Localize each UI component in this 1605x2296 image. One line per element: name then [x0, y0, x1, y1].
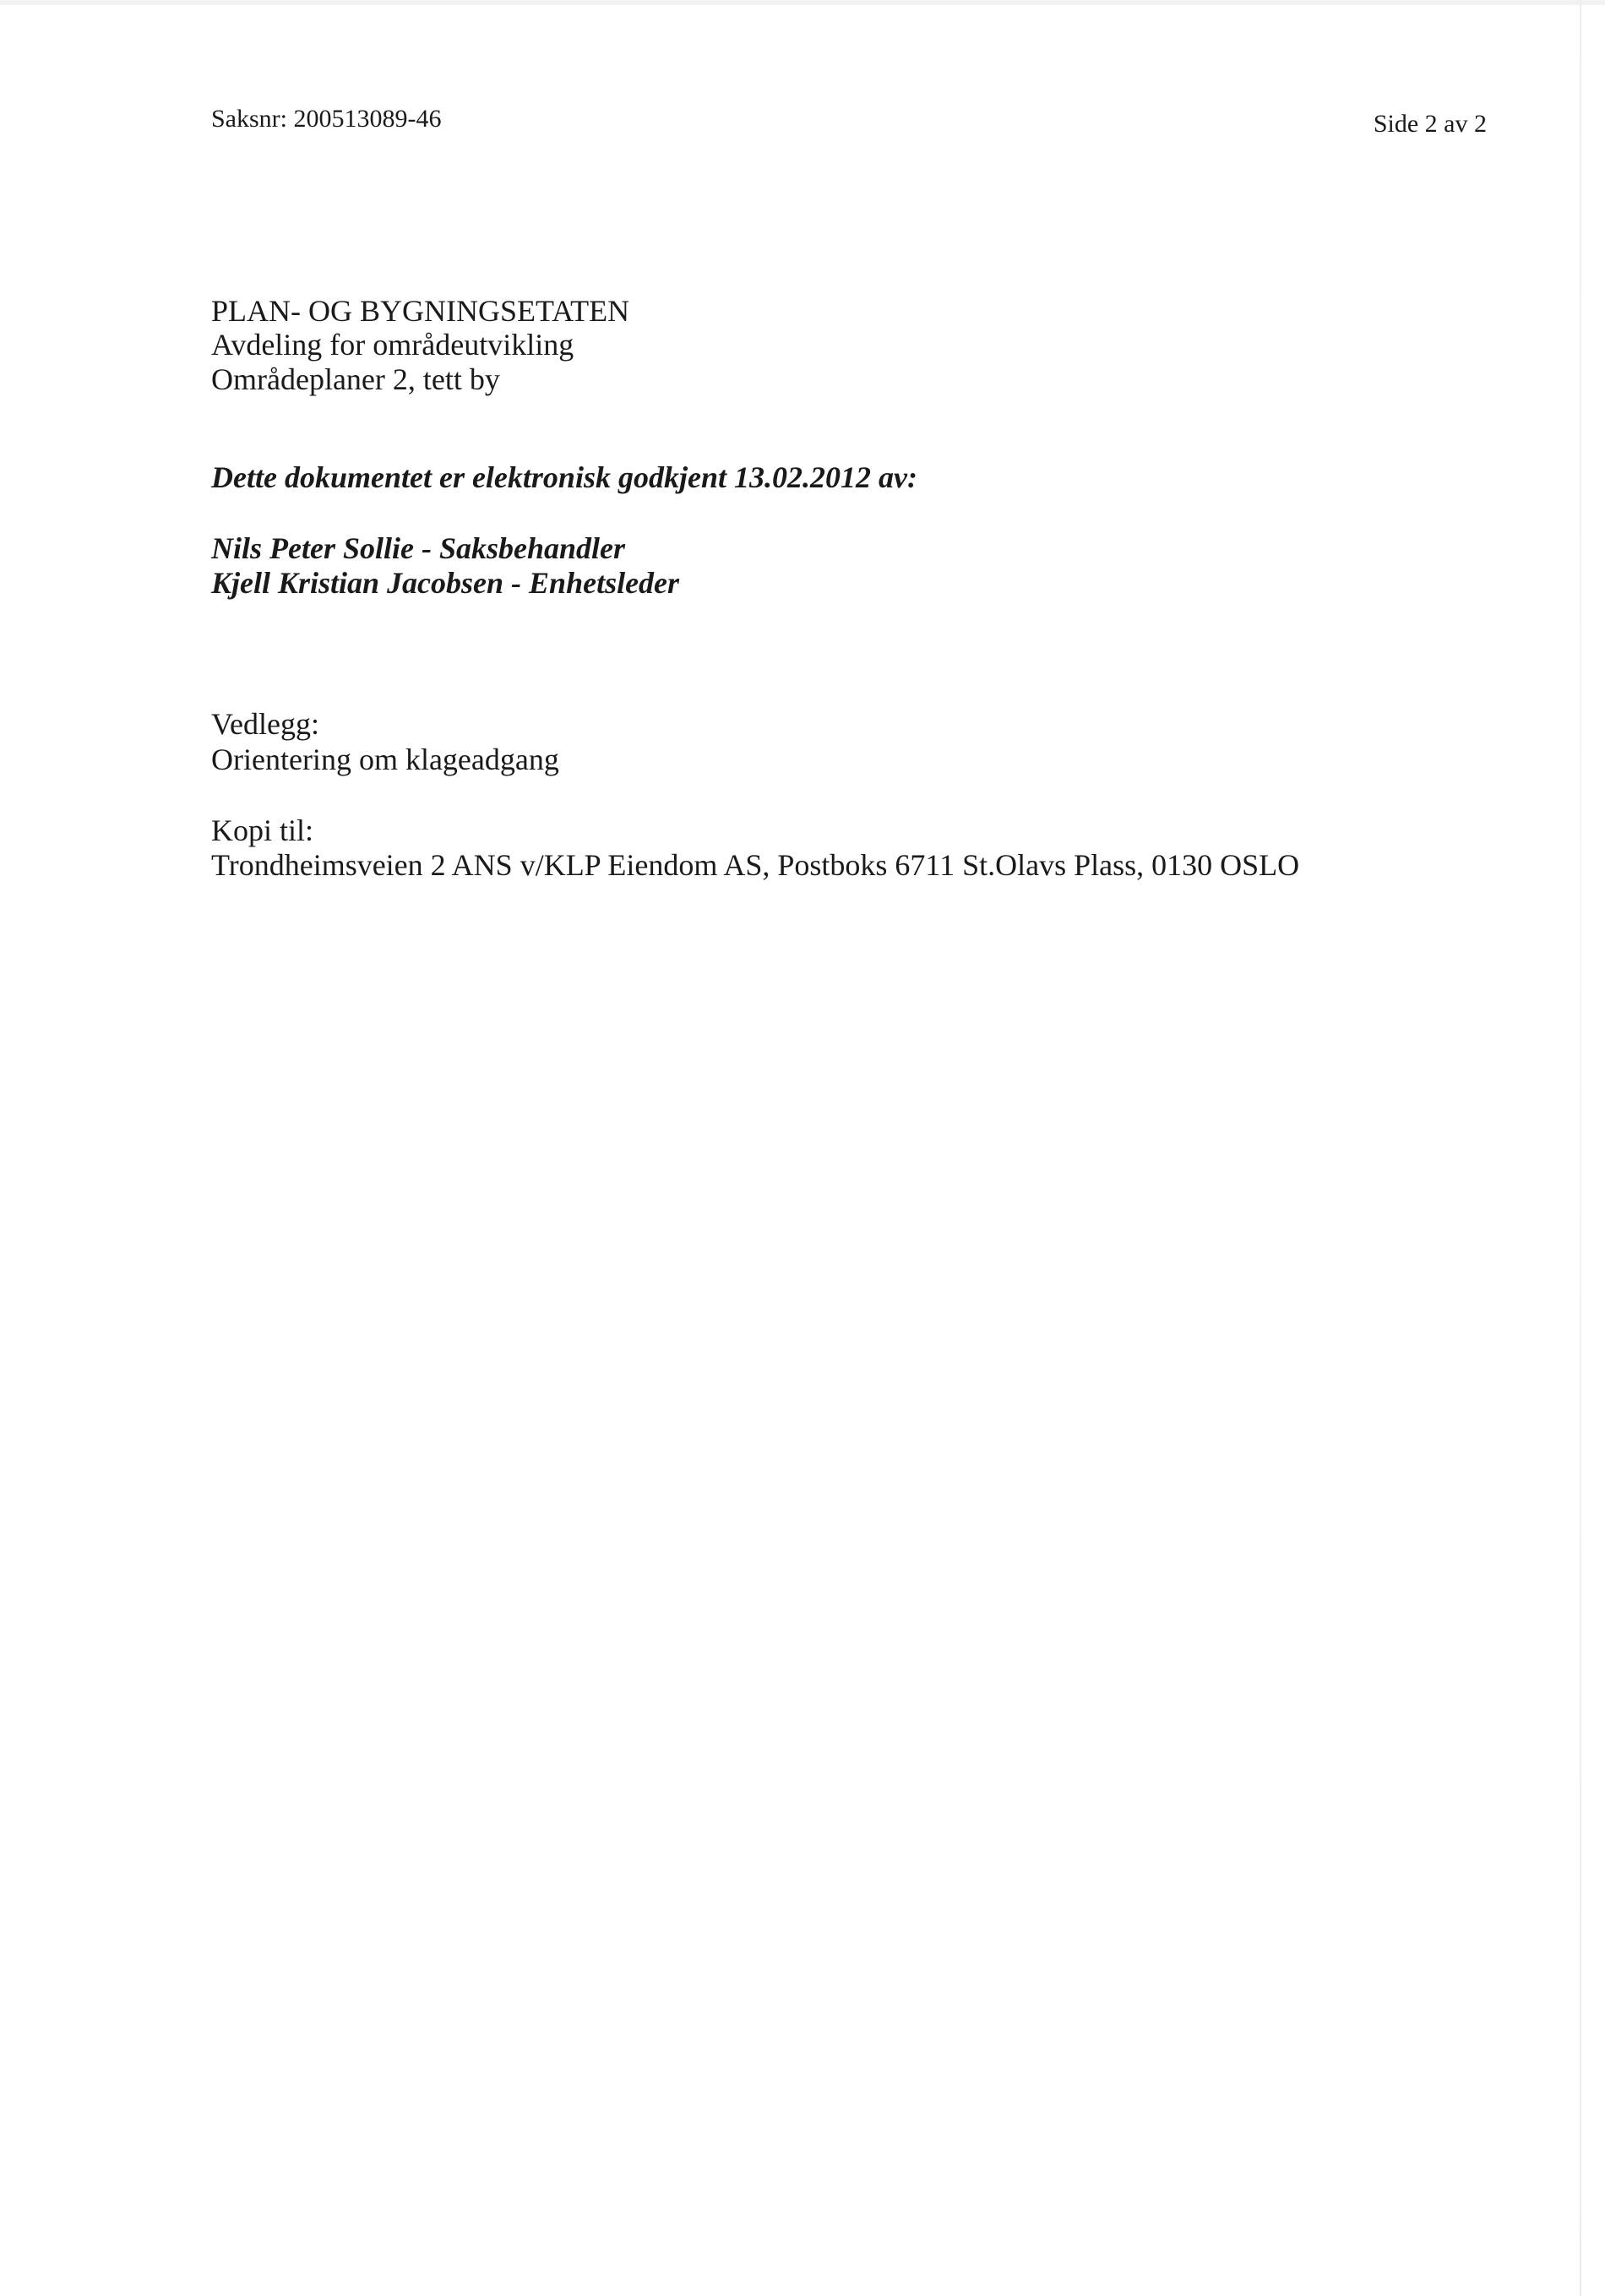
organization-name: PLAN- OG BYGNINGSETATEN: [211, 294, 630, 328]
organization-department: Avdeling for områdeutvikling: [211, 328, 574, 362]
copy-to-label: Kopi til:: [211, 813, 314, 847]
approval-statement: Dette dokumentet er elektronisk godkjent 13.02.2012 av:: [211, 460, 917, 494]
attachments-label: Vedlegg:: [211, 707, 319, 741]
organization-unit: Områdeplaner 2, tett by: [211, 362, 500, 396]
scan-top-border: [0, 0, 1605, 5]
copy-to-recipient: Trondheimsveien 2 ANS v/KLP Eiendom AS, Postboks 6711 St.Olavs Plass, 0130 OSLO: [211, 848, 1300, 882]
signer-caseworker: Nils Peter Sollie - Saksbehandler: [211, 531, 626, 565]
page-indicator: Side 2 av 2: [1373, 110, 1487, 138]
scan-right-edge: [1580, 0, 1581, 2296]
signer-unit-leader: Kjell Kristian Jacobsen - Enhetsleder: [211, 566, 680, 600]
attachment-item: Orientering om klageadgang: [211, 743, 559, 776]
case-number: Saksnr: 200513089-46: [211, 105, 442, 133]
